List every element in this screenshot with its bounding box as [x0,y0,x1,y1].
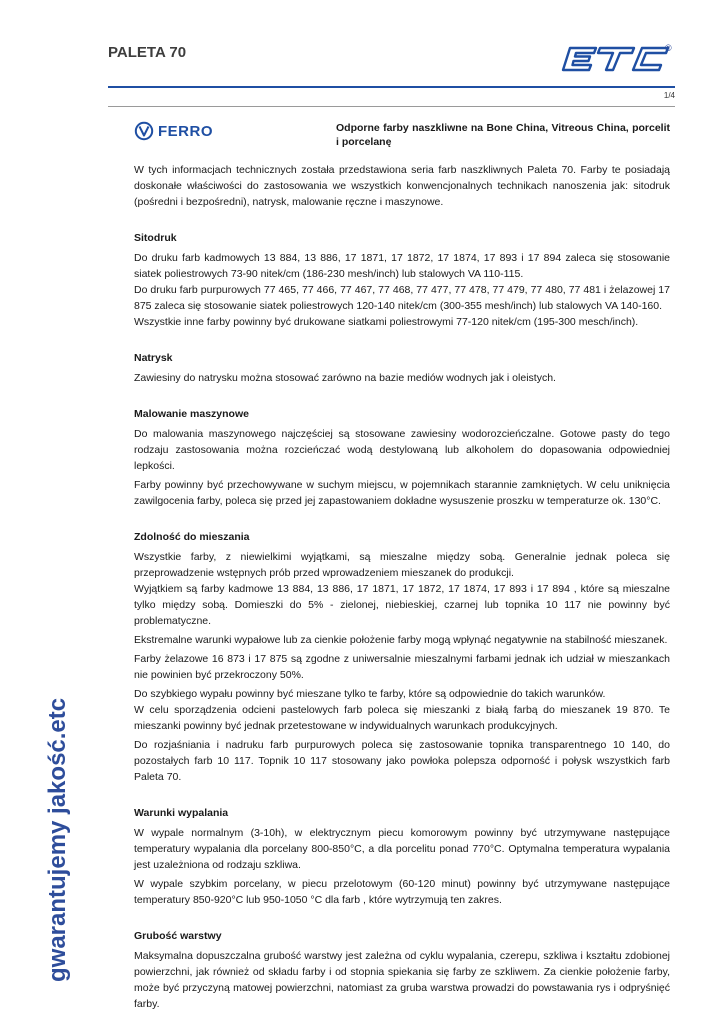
intro-paragraph: W tych informacjach technicznych została przedstawiona seria farb naszkliwnych Paleta 70. Farby te posiadają doskonałe właściwości do zastosowania we wszystkich konwencjonalnych technikach nanoszenia jak: sitodruk (pośredni i bezpośredni), natrysk, malowanie ręczne i maszynowe. [134,164,670,208]
section-heading-malowanie: Malowanie maszynowe [134,408,249,420]
paragraph: Ekstremalne warunki wypałowe lub za cienkie położenie farby mogą wpłynąć negatywnie na stabilność mieszanek. [134,634,668,646]
paragraph: W wypale szybkim porcelany, w piecu przelotowym (60-120 minut) powinny być utrzymywane następujące temperatury 850-920°C lub 950-1050 °C dla farb , które wytrzymują ten zakres. [134,878,670,906]
section-heading-grubosc: Grubość warstwy [134,930,222,942]
content-divider [108,106,675,107]
paragraph: W wypale normalnym (3-10h), w elektrycznym piecu komorowym powinny być utrzymywane następujące temperatury wypalania dla porcelany 800-850°C, a dla porcelitu ponad 770°C. Optymalna temperatura wypalania jest uzależniona od rodzaju szkliwa. [134,827,670,871]
paragraph: Farby powinny być przechowywane w suchym miejscu, w pojemnikach starannie zamkniętych. W celu uniknięcia zawilgocenia farby, poleca się przed jej zapastowaniem dokładne wysuszenie proszku w temperaturze ok. 130°C. [134,479,670,507]
side-slogan: gwarantujemy jakość.etc [44,697,71,982]
ferro-logo [134,121,213,141]
paragraph: Wyjątkiem są farby kadmowe 13 884, 13 886, 17 1871, 17 1872, 17 1874, 17 893 i 17 894 , które są mieszalne tylko między sobą. Domieszki do 5% - zielonej, niebieskiej, czarnej lub topnika 10 117 nie powinny być problematyczne. [134,583,670,627]
paragraph: Do szybkiego wypału powinny być mieszane tylko te farby, które są odpowiednie do takich warunków. [134,688,606,700]
paragraph: Zawiesiny do natrysku można stosować zarówno na bazie mediów wodnych jak i oleistych. [134,372,556,384]
paragraph: W celu sporządzenia odcieni pastelowych farb poleca się mieszanki z białą farbą do mieszanek 19 870. Te mieszanki powinny być jednak przetestowane w indywidualnych warunkach produkcyjnych. [134,704,670,732]
section-heading-natrysk: Natrysk [134,352,173,364]
paragraph: Do rozjaśniania i nadruku farb purpurowych poleca się zastosowanie topnika transparentnego 10 140, do pozostałych farb 10 117. Topnik 10 117 stosowany jako powłoka polepsza odporność i połysk wszystkich farb Paleta 70. [134,739,670,783]
paragraph: Wszystkie farby, z niewielkimi wyjątkami, są mieszalne między sobą. Generalnie jednak poleca się przeprowadzenie wstępnych prób przed wprowadzeniem mieszanek do produkcji. [134,551,670,579]
registered-mark: ® [665,43,672,53]
ferro-emblem-icon [134,121,154,141]
section-heading-mieszanie: Zdolność do mieszania [134,531,250,543]
paragraph: Wszystkie inne farby powinny być drukowane siatkami poliestrowymi 77-120 nitek/cm (195-300 mesch/inch). [134,316,639,328]
paragraph: Do druku farb kadmowych 13 884, 13 886, 17 1871, 17 1872, 17 1874, 17 893 i 17 894 zaleca się stosowanie siatek poliestrowych 73-90 nitek/cm (186-230 mesh/inch) lub stalowych VA 110-115. [134,252,670,280]
main-content [134,162,670,1012]
header-divider [108,86,675,88]
section-heading-wypalanie: Warunki wypalania [134,807,229,819]
page-number: 1/4 [663,91,675,100]
paragraph: Do druku farb purpurowych 77 465, 77 466, 77 467, 77 468, 77 477, 77 478, 77 479, 77 480, 77 481 i żelazowej 17 875 zaleca się stosowanie siatek poliestrowych 120-140 nitek/cm (300-355 mesh/inch) lub stalowych VA 140-160. [134,284,670,312]
etc-logo [560,44,672,74]
paragraph: Maksymalna dopuszczalna grubość warstwy jest zależna od cyklu wypalania, czerepu, szkliwa i kształtu zdobionej powierzchni, jak również od składu farby i od stopnia spiekania się farby ze szkliwem. Za cienkie położenie farby, może być przyczyną matowej powierzchni, natomiast za gruba warstwa prowadzi do powstawania rys i odpryśnięć farby. [134,950,670,1010]
document-header-title: PALETA 70 [108,44,187,61]
paragraph: Farby żelazowe 16 873 i 17 875 są zgodne z uniwersalnie mieszalnymi farbami jednak ich udział w mieszankach nie powinien być przekroczony 50%. [134,653,670,681]
section-heading-sitodruk: Sitodruk [134,232,177,244]
paragraph: Do malowania maszynowego najczęściej są stosowane zawiesiny wodorozcieńczalne. Gotowe pasty do tego rodzaju zastosowania można rozcieńczać wodą destylowaną lub alkoholem do dopasowania odpowiedniej lepkości. [134,428,670,472]
ferro-logo-text: FERRO [158,122,213,140]
document-title: Odporne farby naszkliwne na Bone China, Vitreous China, porcelit i porcelanę [336,122,670,148]
